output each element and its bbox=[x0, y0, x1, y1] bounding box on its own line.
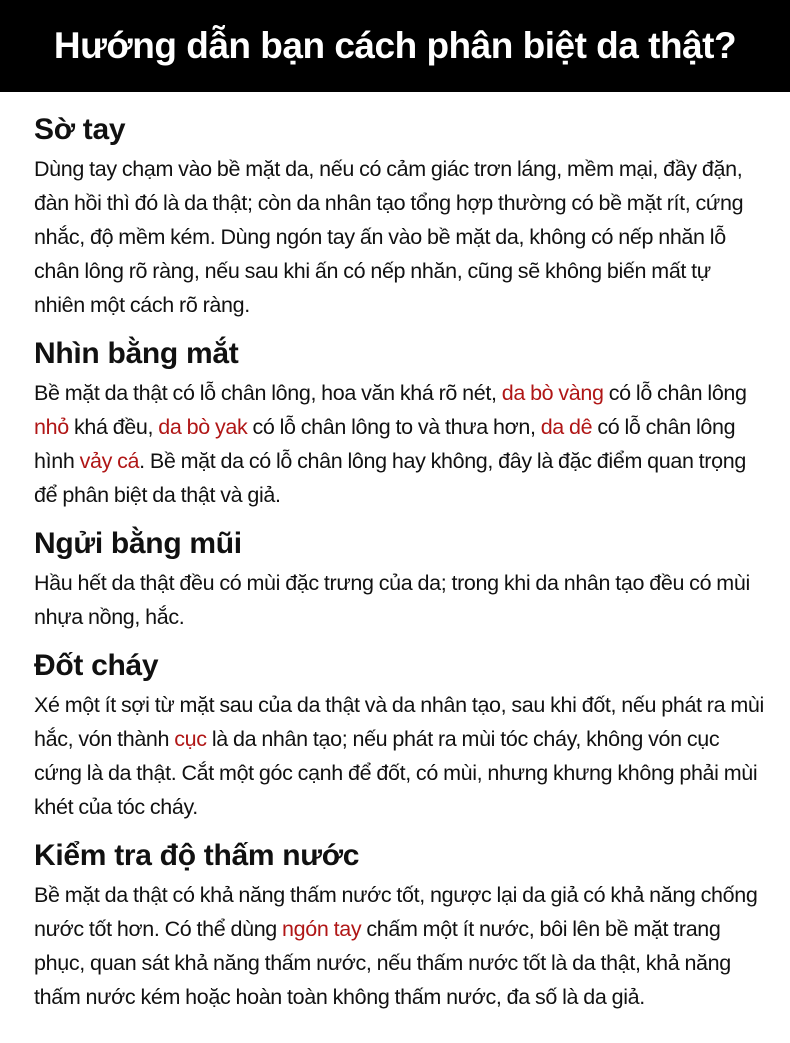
text-segment: chấm một ít nước, bôi lên bề mặt trang phục, quan sát khả năng thấm nước, nếu thấm nước tốt là da thật, khả năng thấm nước kém hoặc hoàn toàn không thấm nước, đa số là da giả. bbox=[34, 917, 731, 1009]
text-segment: có lỗ chân lông to và thưa hơn, bbox=[247, 415, 541, 439]
highlight-term: da bò vàng bbox=[501, 381, 604, 405]
section-water-absorption bbox=[34, 836, 764, 1014]
section-paragraph bbox=[34, 152, 764, 322]
text-segment: Dùng tay chạm vào bề mặt da, nếu có cảm giác trơn láng, mềm mại, đầy đặn, đàn hồi thì đó là da thật; còn da nhân tạo tổng hợp thường có bề mặt rít, cứng nhắc, độ mềm kém. Dùng ngón tay ấn vào bề mặt da, không có nếp nhăn lỗ chân lông rõ ràng, nếu sau khi ấn có nếp nhăn, cũng sẽ không biến mất tự nhiên một cách rõ ràng. bbox=[34, 157, 744, 317]
text-segment: có lỗ chân lông bbox=[603, 381, 747, 405]
section-heading: Ngửi bằng mũi bbox=[34, 527, 242, 560]
text-segment: Bề mặt da thật có khả năng thấm nước tốt, ngược lại da giả có khả năng chống nước tốt hơn. Có thể dùng bbox=[34, 883, 758, 941]
section-heading: Đốt cháy bbox=[34, 649, 159, 682]
text-segment: Xé một ít sợi từ mặt sau của da thật và da nhân tạo, sau khi đốt, nếu phát ra mùi hắc, vón thành bbox=[34, 693, 764, 751]
highlight-term: cục bbox=[174, 727, 207, 751]
highlight-term: da bò yak bbox=[158, 415, 248, 439]
highlight-term: ngón tay bbox=[282, 917, 362, 941]
section-paragraph bbox=[34, 376, 764, 512]
text-segment: khá đều, bbox=[68, 415, 159, 439]
title-banner bbox=[0, 0, 790, 92]
text-segment: Bề mặt da thật có lỗ chân lông, hoa văn khá rõ nét, bbox=[34, 381, 502, 405]
article-body bbox=[34, 110, 764, 1026]
highlight-term: da dê bbox=[540, 415, 593, 439]
section-paragraph bbox=[34, 878, 764, 1014]
section-heading: Sờ tay bbox=[34, 113, 126, 146]
highlight-term: nhỏ bbox=[34, 415, 69, 439]
text-segment: Hầu hết da thật đều có mùi đặc trưng của da; trong khi da nhân tạo đều có mùi nhựa nồng, hắc. bbox=[34, 571, 750, 629]
highlight-term: vảy cá bbox=[79, 449, 140, 473]
page-title: Hướng dẫn bạn cách phân biệt da thật? bbox=[53, 25, 737, 66]
section-heading: Nhìn bằng mắt bbox=[34, 337, 239, 370]
text-segment: có lỗ chân lông hình bbox=[34, 415, 736, 473]
section-paragraph bbox=[34, 688, 764, 824]
section-smell bbox=[34, 524, 764, 634]
section-touch bbox=[34, 110, 764, 322]
section-paragraph bbox=[34, 566, 764, 634]
text-segment: . Bề mặt da có lỗ chân lông hay không, đây là đặc điểm quan trọng để phân biệt da thật và giả. bbox=[34, 449, 746, 507]
section-heading: Kiểm tra độ thấm nước bbox=[34, 839, 360, 872]
section-look bbox=[34, 334, 764, 512]
text-segment: là da nhân tạo; nếu phát ra mùi tóc cháy, không vón cục cứng là da thật. Cắt một góc cạnh để đốt, có mùi, nhưng khưng không phải mùi khét của tóc cháy. bbox=[34, 727, 758, 819]
section-burn bbox=[34, 646, 764, 824]
